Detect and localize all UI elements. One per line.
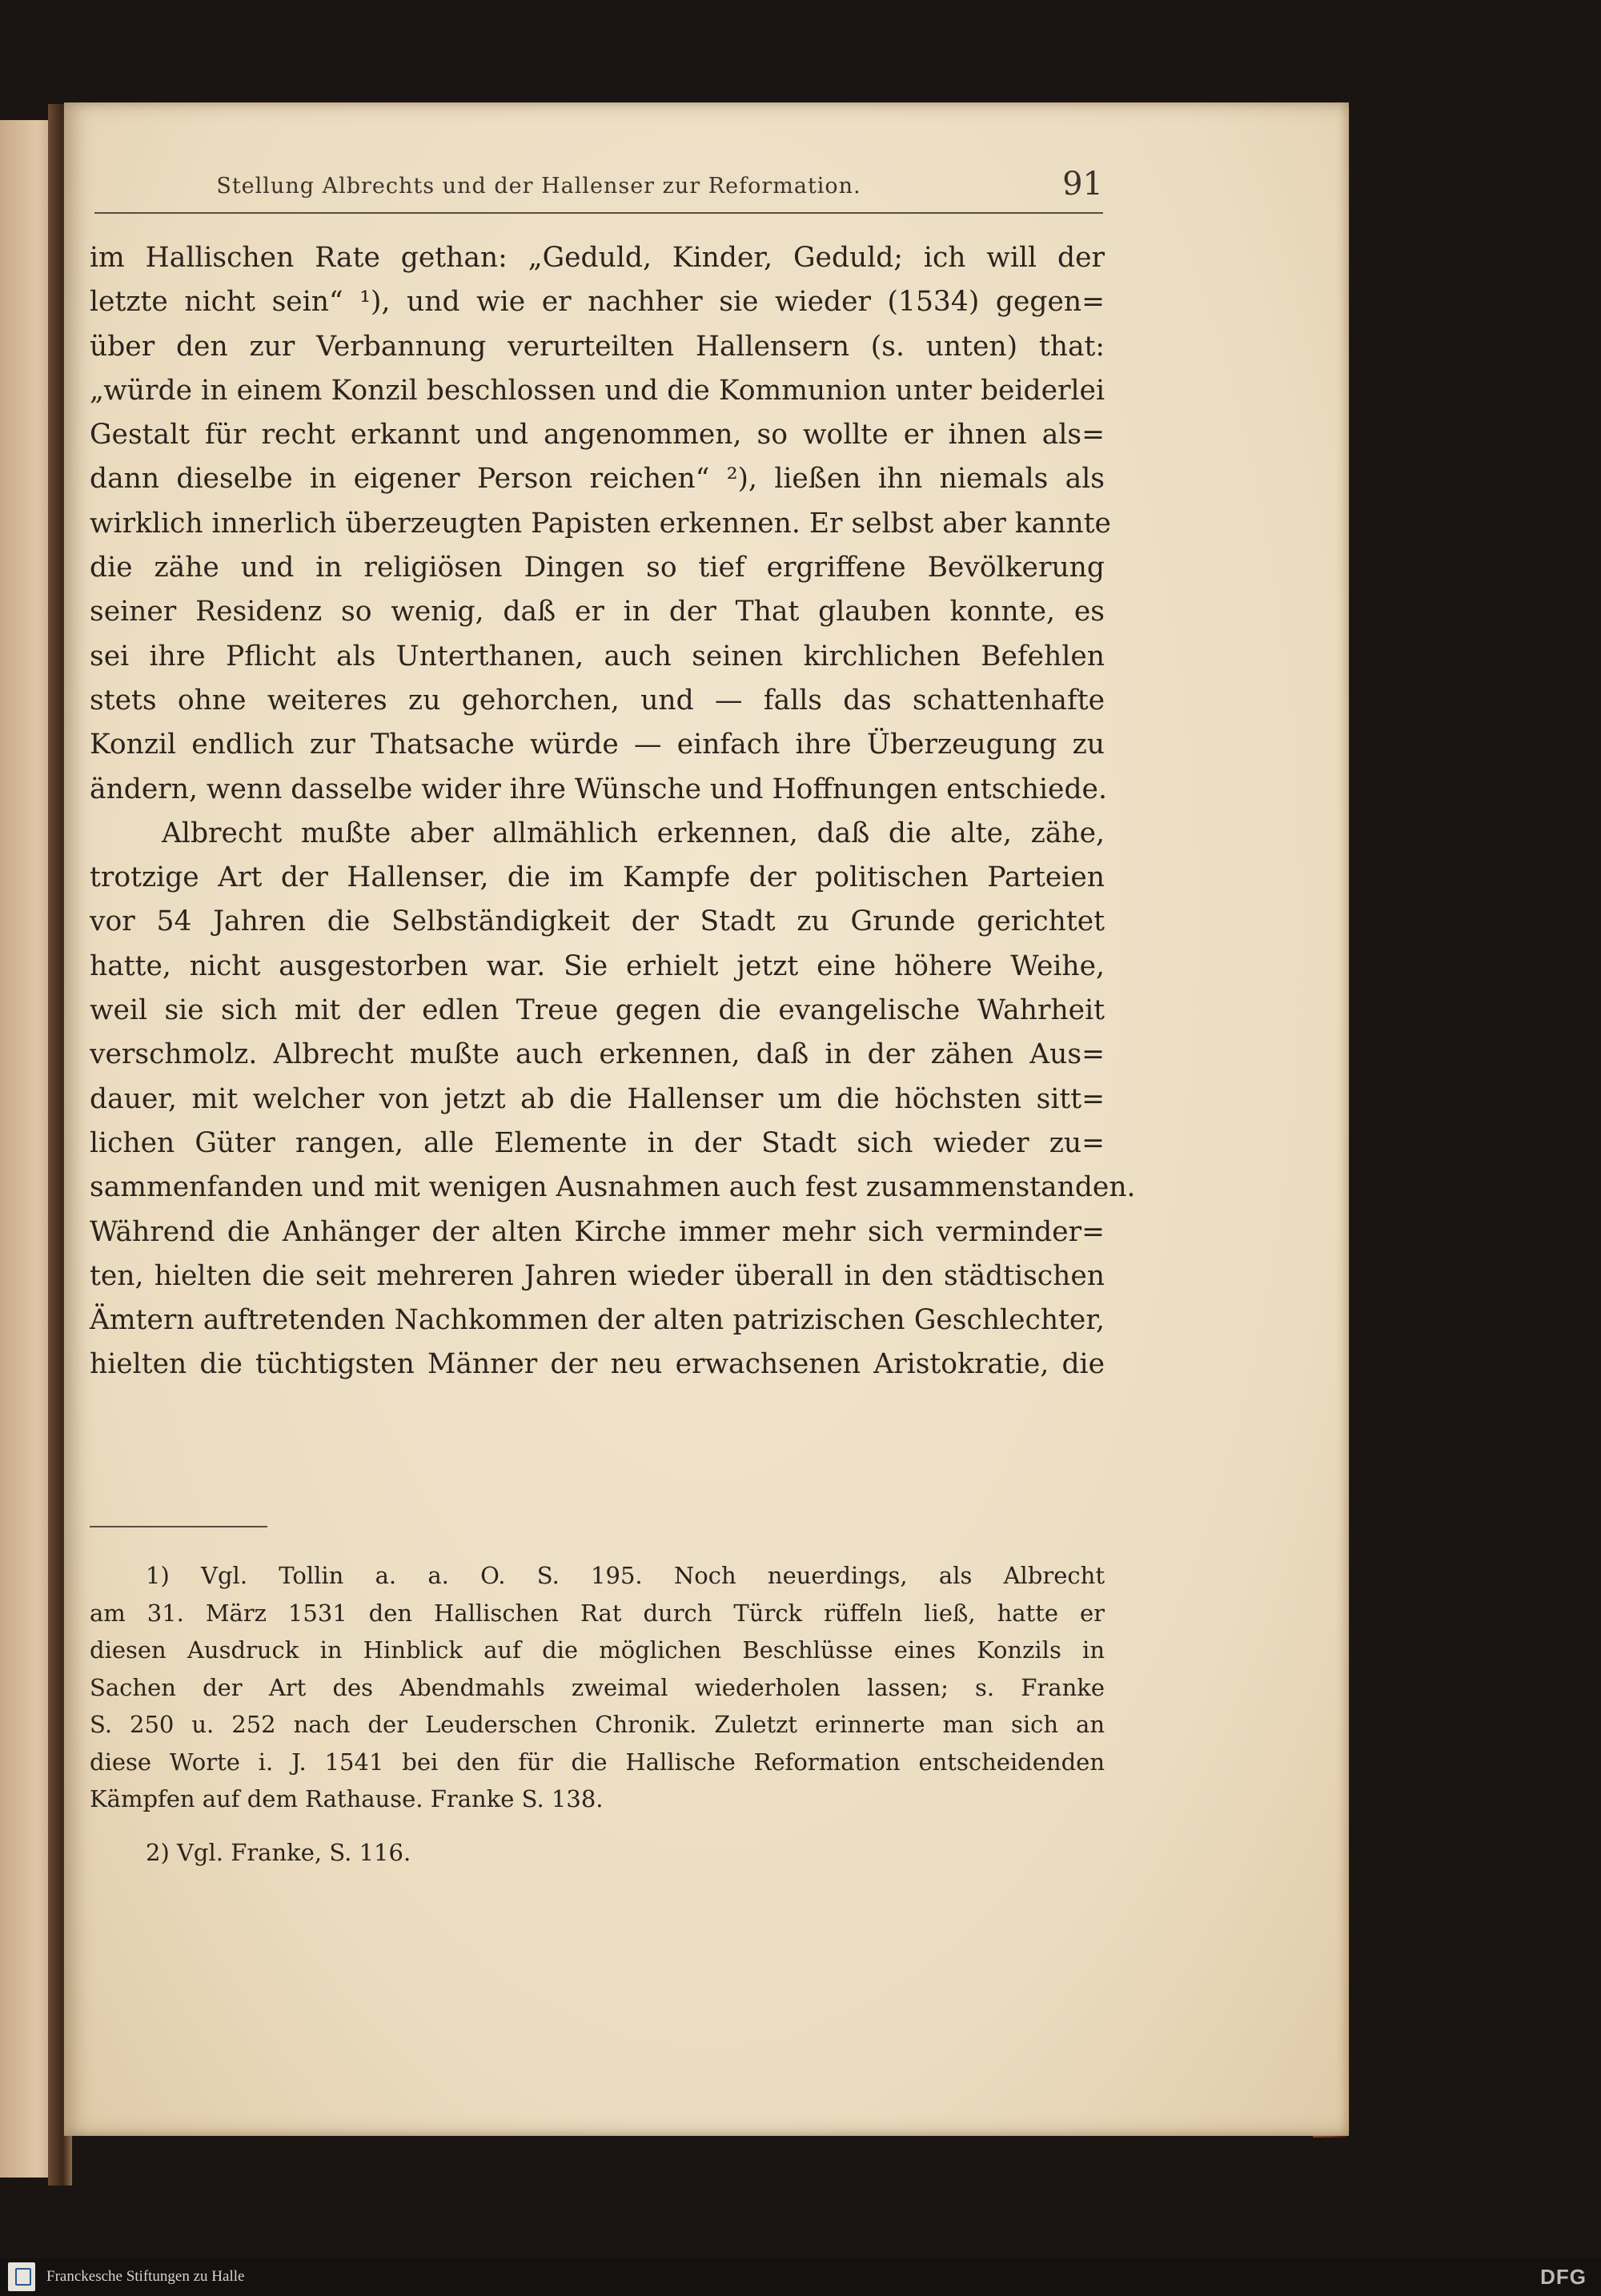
- footnote-divider: [90, 1526, 267, 1527]
- footnote-line: S. 250 u. 252 nach der Leuderschen Chronik. Zuletzt erinnerte man sich an: [90, 1711, 1105, 1738]
- text-line: lichen Güter rangen, alle Elemente in der Stadt sich wieder zu=: [90, 1126, 1105, 1159]
- running-title: Stellung Albrechts und der Hallenser zur Reformation.: [216, 174, 861, 199]
- text-line: verschmolz. Albrecht mußte auch erkennen, daß in der zähen Aus=: [90, 1038, 1105, 1071]
- footnote-line: 1) Vgl. Tollin a. a. O. S. 195. Noch neuerdings, als Albrecht: [146, 1562, 1105, 1589]
- text-line: sammenfanden und mit wenigen Ausnahmen auch fest zusammenstanden.: [90, 1171, 1136, 1204]
- footnote-line: 2) Vgl. Franke, S. 116.: [146, 1838, 411, 1866]
- text-line: im Hallischen Rate gethan: „Geduld, Kinder, Geduld; ich will der: [90, 242, 1105, 274]
- text-line: „würde in einem Konzil beschlossen und die Kommunion unter beiderlei: [90, 374, 1105, 407]
- footnote-line: Kämpfen auf dem Rathause. Franke S. 138.: [90, 1785, 604, 1812]
- footnote-line: Sachen der Art des Abendmahls zweimal wiederholen lassen; s. Franke: [90, 1673, 1105, 1701]
- footnote-line: diese Worte i. J. 1541 bei den für die Hallische Reformation entscheidenden: [90, 1748, 1105, 1776]
- page-number: 91: [1062, 166, 1103, 203]
- text-line: dauer, mit welcher von jetzt ab die Hallenser um die höchsten sitt=: [90, 1082, 1105, 1115]
- footnote-line: diesen Ausdruck in Hinblick auf die möglichen Beschlüsse eines Konzils in: [90, 1636, 1105, 1664]
- text-line: Konzil endlich zur Thatsache würde — einfach ihre Überzeugung zu: [90, 729, 1105, 761]
- text-line: letzte nicht sein“ ¹), und wie er nachher sie wieder (1534) gegen=: [90, 286, 1105, 319]
- text-line: sei ihre Pflicht als Unterthanen, auch seinen kirchlichen Befehlen: [90, 640, 1105, 672]
- text-line: Gestalt für recht erkannt und angenommen, so wollte er ihnen als=: [90, 419, 1105, 452]
- text-line: hielten die tüchtigsten Männer der neu erwachsenen Aristokratie, die: [90, 1348, 1105, 1381]
- viewer-footer-bar: [0, 2258, 1601, 2296]
- footnotes: [90, 1557, 1105, 1871]
- text-line: ten, hielten die seit mehreren Jahren wieder überall in den städtischen: [90, 1259, 1105, 1292]
- text-line: Während die Anhänger der alten Kirche immer mehr sich verminder=: [90, 1215, 1105, 1248]
- text-line: hatte, nicht ausgestorben war. Sie erhielt jetzt eine höhere Weihe,: [90, 949, 1105, 982]
- text-line: ändern, wenn dasselbe wider ihre Wünsche und Hoffnungen entschiede.: [90, 773, 1107, 805]
- footnote-line: am 31. März 1531 den Hallischen Rat durch Türck rüffeln ließ, hatte er: [90, 1599, 1105, 1627]
- body-text: [90, 236, 1136, 1387]
- text-line: seiner Residenz so wenig, daß er in der That glauben konnte, es: [90, 596, 1105, 628]
- page-header: [94, 164, 1103, 214]
- text-line: vor 54 Jahren die Selbständigkeit der Stadt zu Grunde gerichtet: [90, 905, 1105, 938]
- text-line: Ämtern auftretenden Nachkommen der alten patrizischen Geschlechter,: [90, 1304, 1105, 1337]
- text-line: stets ohne weiteres zu gehorchen, und — falls das schattenhafte: [90, 684, 1105, 716]
- text-line: wirklich innerlich überzeugten Papisten erkennen. Er selbst aber kannte: [90, 507, 1111, 540]
- text-line: trotzige Art der Hallenser, die im Kampfe der politischen Parteien: [90, 861, 1105, 894]
- text-line: die zähe und in religiösen Dingen so tief ergriffene Bevölkerung: [90, 552, 1105, 584]
- text-line: Albrecht mußte aber allmählich erkennen, daß die alte, zähe,: [162, 817, 1105, 849]
- institution-name: Franckesche Stiftungen zu Halle: [46, 2268, 245, 2285]
- text-line: dann dieselbe in eigener Person reichen“ ²), ließen ihn niemals als: [90, 463, 1105, 496]
- institution-logo-icon: [8, 2262, 35, 2291]
- text-line: weil sie sich mit der edlen Treue gegen die evangelische Wahrheit: [90, 994, 1105, 1027]
- text-line: über den zur Verbannung verurteilten Hallensern (s. unten) that:: [90, 330, 1105, 363]
- dfg-logo: DFG: [1540, 2265, 1587, 2289]
